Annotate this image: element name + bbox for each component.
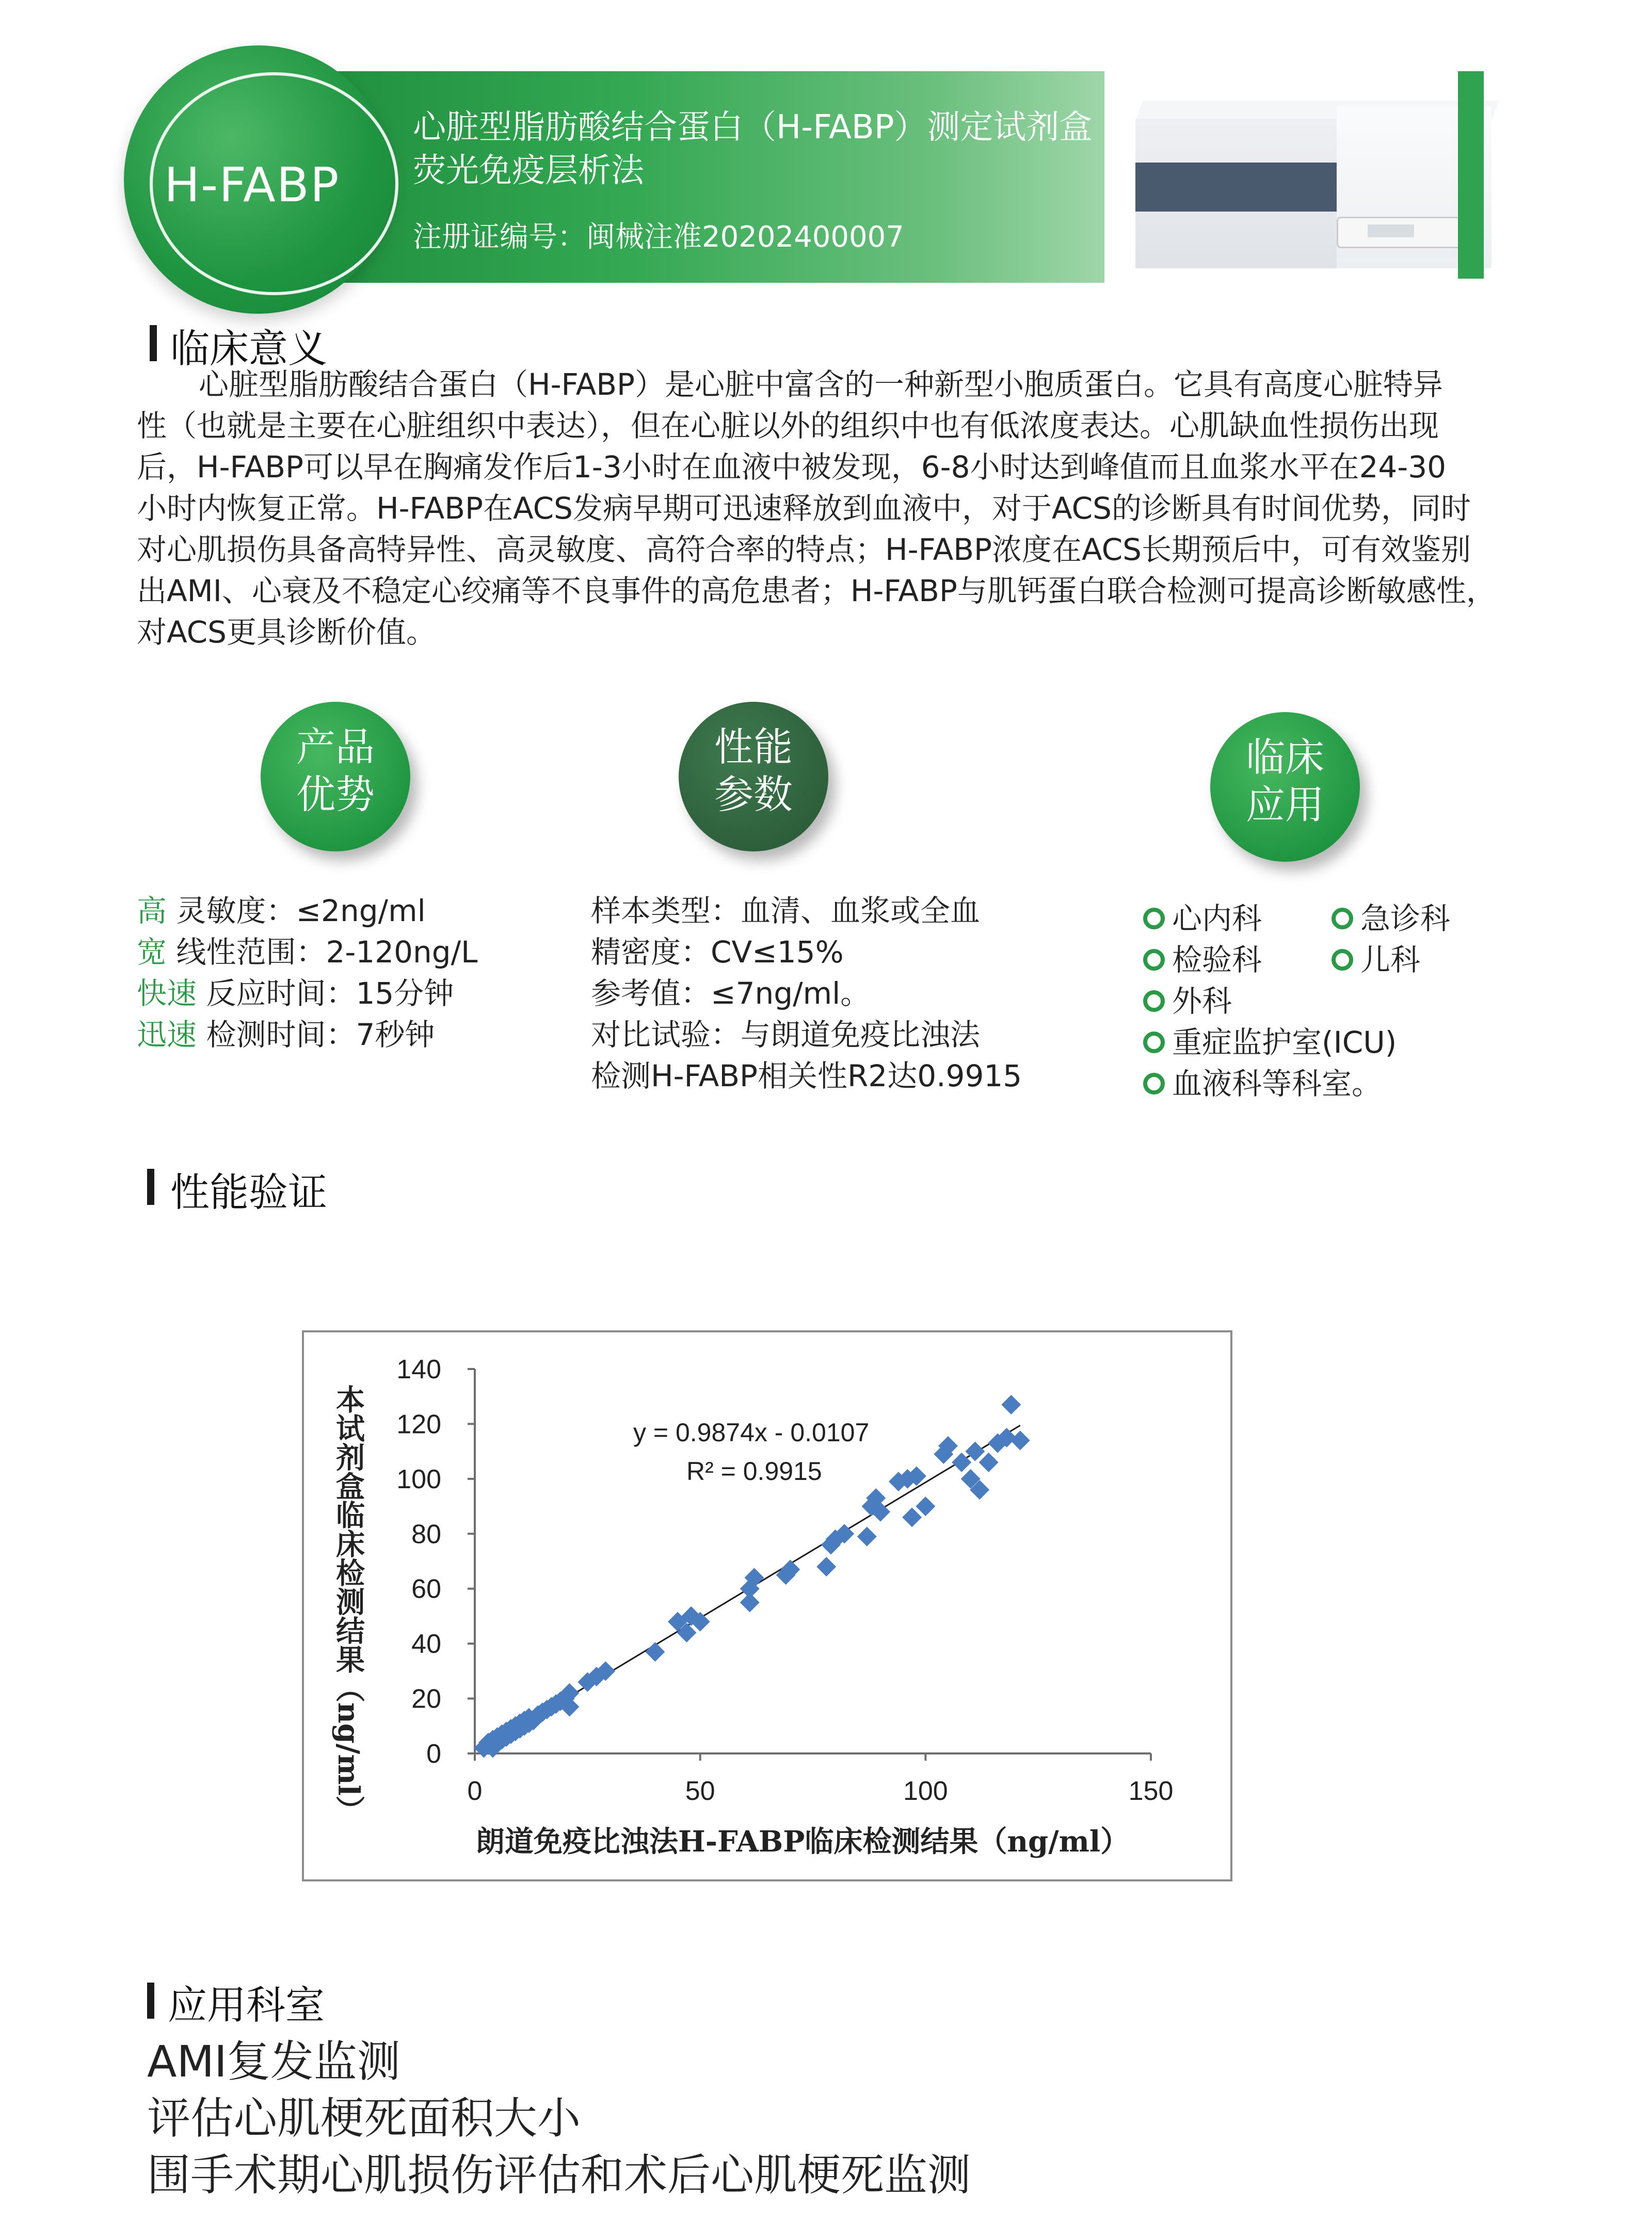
r-squared-label: R² = 0.9915 (686, 1457, 822, 1486)
section-marker (150, 325, 157, 361)
application-item: 血液科等科室。 (1143, 1063, 1397, 1104)
y-axis-title: 本试剂盒临床检测结果（ng/ml） (331, 1384, 365, 1825)
advantage-keyword: 宽 (137, 935, 167, 970)
x-tick-label: 50 (685, 1776, 715, 1806)
application-item: 急诊科 (1332, 898, 1450, 939)
application-item: 重症监护室(ICU) (1143, 1022, 1397, 1063)
application-list-item: AMI复发监测 (147, 2036, 400, 2087)
advantage-keyword: 迅速 (137, 1017, 197, 1052)
y-tick-label: 40 (411, 1629, 441, 1660)
test-cassette-window (1368, 224, 1414, 237)
badge-advantages (261, 702, 410, 851)
badge-applications-line1: 临床 (1246, 734, 1324, 780)
registration-number: 注册证编号：闽械注准20202400007 (413, 220, 904, 254)
badge-parameters (679, 702, 828, 851)
application-item: 心内科 (1143, 901, 1262, 936)
advantage-text: 检测时间：7秒钟 (197, 1017, 435, 1052)
intro-line: 心脏型脂肪酸结合蛋白（H-FABP）是心脏中富含的一种新型小胞质蛋白。它具有高度心脏特异 (199, 367, 1444, 402)
application-list (147, 2033, 971, 2203)
intro-line: 小时内恢复正常。H-FABP在ACS发病早期可迅速释放到血液中，对于ACS的诊断具有时间优势，同时 (137, 491, 1471, 526)
y-tick-label: 100 (396, 1464, 441, 1494)
intro-line: 性（也就是主要在心脏组织中表达），但在心脏以外的组织中也有低浓度表达。心肌缺血性损伤出现 (137, 408, 1439, 443)
application-list-item: 围手术期心肌损伤评估和术后心肌梗死监测 (147, 2150, 971, 2200)
parameter-item: 检测H-FABP相关性R2达0.9915 (591, 1058, 1022, 1093)
product-title-line1: 心脏型脂肪酸结合蛋白（H-FABP）测定试剂盒 (413, 108, 1093, 147)
badge-applications-line2: 应用 (1246, 782, 1324, 828)
product-box-stripe (1135, 163, 1337, 212)
badge-parameters-line1: 性能 (714, 724, 793, 770)
advantages-list (137, 890, 477, 1055)
application-item: 检验科 (1143, 942, 1262, 977)
parameter-item: 对比试验：与朗道免疫比浊法 (591, 1017, 981, 1052)
circle-bullet-icon (1143, 990, 1165, 1012)
section-marker (147, 1983, 154, 2019)
header-accent-bar (1458, 71, 1484, 279)
intro-line: 对ACS更具诊断价值。 (137, 615, 436, 650)
section-title-performance: 性能验证 (170, 1169, 327, 1215)
x-axis-title: 朗道免疫比浊法H-FABP临床检测结果（ng/ml） (475, 1825, 1130, 1859)
advantage-keyword: 高 (137, 893, 167, 928)
parameter-item: 样本类型：血清、血浆或全血 (591, 893, 981, 928)
y-tick-label: 120 (396, 1409, 441, 1440)
advantage-item (137, 973, 477, 1014)
product-title-line2: 荧光免疫层析法 (413, 152, 644, 190)
data-point (857, 1527, 877, 1547)
application-item: 外科 (1143, 980, 1397, 1022)
parameters-list (591, 890, 1022, 1097)
application-item: 儿科 (1332, 939, 1420, 980)
y-tick-label: 0 (426, 1739, 441, 1769)
circle-bullet-icon (1143, 908, 1165, 929)
y-tick-label: 60 (411, 1574, 441, 1604)
applications-list (1143, 898, 1451, 1104)
advantage-keyword: 快速 (137, 976, 197, 1011)
data-point (645, 1642, 665, 1662)
data-point (952, 1453, 971, 1472)
circle-bullet-icon (1143, 1073, 1165, 1094)
advantage-item (137, 890, 477, 931)
circle-bullet-icon (1332, 949, 1353, 971)
x-tick-label: 0 (467, 1776, 483, 1806)
product-logo-text: H-FABP (164, 157, 340, 213)
advantage-text: 线性范围：2-120ng/L (167, 935, 478, 970)
advantage-item (137, 1014, 477, 1055)
x-tick-label: 150 (1128, 1776, 1174, 1806)
data-point (1011, 1430, 1030, 1450)
correlation-scatter-chart (302, 1330, 1228, 1877)
intro-line: 出AMI、心衰及不稳定心绞痛等不良事件的高危患者；H-FABP与肌钙蛋白联合检测可提高诊断敏感性， (137, 573, 1496, 608)
intro-line: 对心肌损伤具备高特异性、高灵敏度、高符合率的特点；H-FABP浓度在ACS长期预后中，可有效鉴别 (137, 532, 1471, 567)
advantage-item (137, 931, 477, 973)
circle-bullet-icon (1143, 949, 1165, 971)
y-tick-label: 140 (396, 1355, 441, 1384)
data-point (965, 1442, 985, 1461)
circle-bullet-icon (1143, 1032, 1165, 1053)
intro-paragraph (137, 364, 1510, 653)
badge-advantages-line1: 产品 (296, 724, 375, 770)
y-tick-label: 80 (411, 1519, 441, 1550)
advantage-text: 反应时间：15分钟 (197, 976, 454, 1011)
data-point (1001, 1395, 1021, 1414)
badge-applications (1210, 712, 1360, 862)
data-point (816, 1557, 836, 1576)
product-title (413, 106, 1092, 192)
data-point (916, 1496, 935, 1516)
equation-label: y = 0.9874x - 0.0107 (633, 1418, 870, 1447)
data-point (902, 1507, 922, 1527)
advantage-text: 灵敏度：≤2ng/ml (167, 893, 426, 928)
application-list-item: 评估心肌梗死面积大小 (147, 2093, 581, 2144)
circle-bullet-icon (1332, 908, 1353, 929)
parameter-item: 精密度：CV≤15% (591, 935, 844, 970)
y-tick-label: 20 (411, 1684, 441, 1714)
section-title-clinical: 临床意义 (170, 326, 327, 372)
data-point (979, 1453, 999, 1472)
section-title-departments: 应用科室 (168, 1982, 325, 2028)
intro-line: 后，H-FABP可以早在胸痛发作后1-3小时在血液中被发现，6-8小时达到峰值而且血浆水平在24-30 (137, 449, 1447, 485)
section-marker (147, 1169, 154, 1205)
badge-advantages-line2: 优势 (296, 771, 375, 817)
badge-parameters-line2: 参数 (714, 771, 793, 817)
x-tick-label: 100 (903, 1776, 948, 1806)
parameter-item: 参考值：≤7ng/ml。 (591, 976, 871, 1011)
